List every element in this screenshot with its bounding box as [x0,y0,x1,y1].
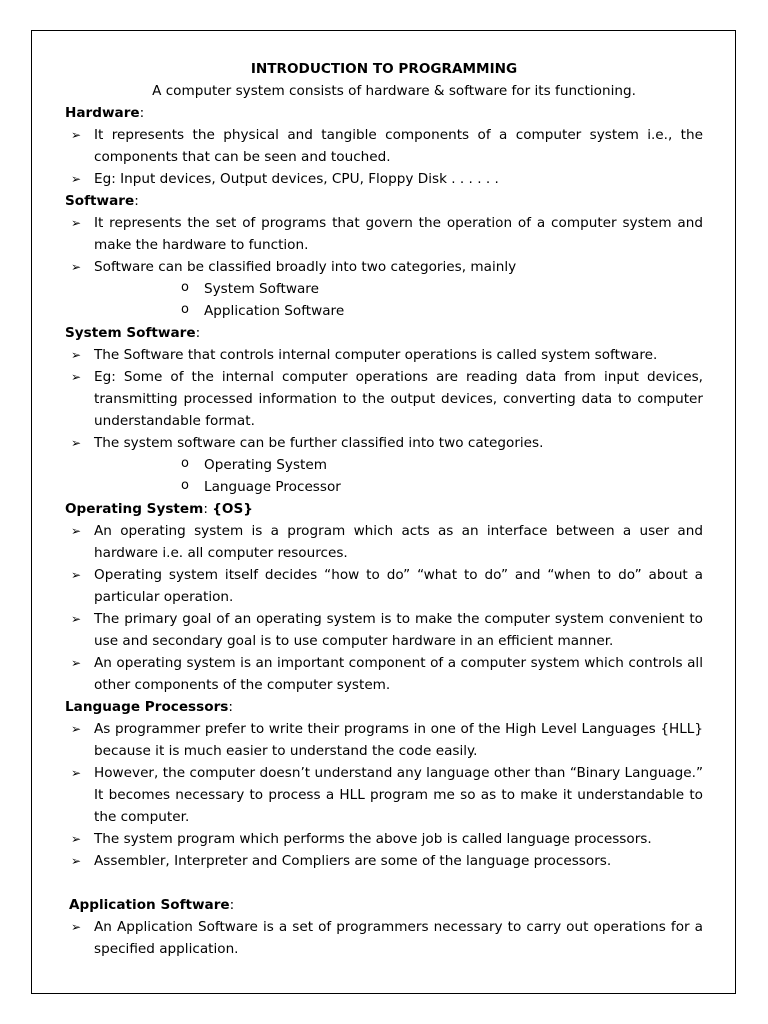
heading-text: Language Processors [65,699,229,715]
arrow-bullet-icon: ➢ [71,436,82,450]
arrow-bullet-icon: ➢ [71,524,82,538]
sub-item-text: Operating System [204,457,327,473]
document-page [65,58,703,960]
heading-colon: : [229,897,235,913]
heading-text: System Software [65,325,196,341]
arrow-bullet-icon: ➢ [71,612,82,626]
list-item [65,432,703,454]
arrow-bullet-icon: ➢ [71,348,82,362]
heading-colon: : [195,325,201,341]
system-software-bullets [65,344,703,454]
software-bullets [65,212,703,278]
circle-bullet-icon: o [181,456,189,471]
list-item [65,718,703,762]
list-item [65,916,703,960]
arrow-bullet-icon: ➢ [71,722,82,736]
sub-list-item [65,454,703,476]
arrow-bullet-icon: ➢ [71,832,82,846]
arrow-bullet-icon: ➢ [71,568,82,582]
arrow-bullet-icon: ➢ [71,216,82,230]
section-heading-language-processors [65,696,703,718]
system-software-sublist [65,454,703,498]
heading-text: Software [65,193,135,209]
bullet-text: An operating system is an important component of a computer system which controls all other components of the computer system. [94,655,703,693]
list-item [65,212,703,256]
section-heading-application-software [65,894,703,916]
list-item [65,850,703,872]
list-item [65,564,703,608]
bullet-text: An Application Software is a set of programmers necessary to carry out operations for a specified application. [94,919,703,957]
sub-item-text: System Software [204,281,319,297]
operating-system-bullets [65,520,703,696]
sub-list-item [65,278,703,300]
circle-bullet-icon: o [181,478,189,493]
language-processors-bullets [65,718,703,872]
document-title: INTRODUCTION TO PROGRAMMING [250,61,518,77]
bullet-text: The system program which performs the above job is called language processors. [94,831,652,847]
section-heading-system-software [65,322,703,344]
list-item [65,608,703,652]
arrow-bullet-icon: ➢ [71,766,82,780]
heading-text: Application Software [69,897,230,913]
section-heading-operating-system [65,498,703,520]
arrow-bullet-icon: ➢ [71,172,82,186]
bullet-text: Eg: Input devices, Output devices, CPU, Floppy Disk . . . . . . [94,171,499,187]
software-sublist [65,278,703,322]
bullet-text: An operating system is a program which acts as an interface between a user and hardware i.e. all computer resources. [94,523,703,561]
heading-colon: : [203,501,208,517]
circle-bullet-icon: o [181,280,189,295]
heading-suffix: {OS} [212,501,253,517]
bullet-text: However, the computer doesn’t understand any language other than “Binary Language.” It becomes necessary to process a HLL program me so as to make it understandable to the computer. [94,765,703,825]
arrow-bullet-icon: ➢ [71,128,82,142]
heading-colon: : [134,193,139,209]
arrow-bullet-icon: ➢ [71,854,82,868]
list-item [65,828,703,850]
list-item [65,168,703,190]
bullet-text: Eg: Some of the internal computer operations are reading data from input devices, transmitting processed information to the output devices, converting data to computer understandable format. [94,369,703,429]
list-item [65,366,703,432]
bullet-text: It represents the set of programs that govern the operation of a computer system and make the hardware to function. [94,215,703,253]
bullet-text: The primary goal of an operating system is to make the computer system convenient to use and secondary goal is to use computer hardware in an efficient manner. [94,611,703,649]
bullet-text: As programmer prefer to write their programs in one of the High Level Languages {HLL} because it is much easier to understand the code easily. [94,721,703,759]
list-item [65,652,703,696]
arrow-bullet-icon: ➢ [71,656,82,670]
arrow-bullet-icon: ➢ [71,370,82,384]
list-item [65,762,703,828]
sub-list-item [65,476,703,498]
sub-item-text: Language Processor [204,479,341,495]
list-item [65,256,703,278]
heading-colon: : [139,105,145,121]
bullet-text: Operating system itself decides “how to do” “what to do” and “when to do” about a particular operation. [94,567,703,605]
heading-colon: : [228,699,233,715]
heading-text: Operating System [65,501,204,517]
bullet-text: The Software that controls internal computer operations is called system software. [94,347,658,363]
application-software-bullets [65,916,703,960]
bullet-text: Software can be classified broadly into two categories, mainly [94,259,517,275]
list-item [65,124,703,168]
hardware-bullets [65,124,703,190]
sub-item-text: Application Software [204,303,345,319]
circle-bullet-icon: o [181,302,189,317]
sub-list-item [65,300,703,322]
bullet-text: The system software can be further classified into two categories. [94,435,544,451]
bullet-text: It represents the physical and tangible components of a computer system i.e., the components that can be seen and touched. [94,127,703,165]
spacer [65,872,703,894]
list-item [65,520,703,564]
heading-text: Hardware [65,105,140,121]
section-heading-hardware [65,102,703,124]
intro-text: A computer system consists of hardware & software for its functioning. [152,83,636,99]
section-heading-software [65,190,703,212]
bullet-text: Assembler, Interpreter and Compliers are some of the language processors. [94,853,612,869]
arrow-bullet-icon: ➢ [71,260,82,274]
arrow-bullet-icon: ➢ [71,920,82,934]
list-item [65,344,703,366]
